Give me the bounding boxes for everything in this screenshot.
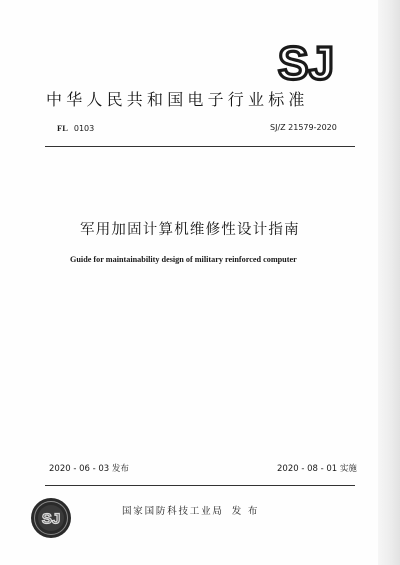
bottom-divider bbox=[45, 485, 355, 486]
page-edge-shadow bbox=[378, 0, 400, 565]
sj-logo-text: SJ bbox=[277, 38, 335, 86]
implementation-date: 2020 - 08 - 01 实施 bbox=[277, 464, 357, 474]
classification-number: 0103 bbox=[73, 124, 95, 133]
seal-text: SJ bbox=[41, 510, 61, 528]
top-divider bbox=[45, 146, 355, 147]
issue-date: 2020 - 06 - 03 发布 bbox=[49, 464, 129, 474]
publisher-line bbox=[122, 503, 259, 517]
document-title-english: Guide for maintainability design of military reinforced computer bbox=[70, 255, 297, 264]
standard-number: SJ/Z 21579-2020 bbox=[270, 123, 337, 132]
classification-code bbox=[57, 123, 94, 133]
publisher-name: 国家国防科技工业局 bbox=[122, 506, 224, 517]
classification-label: FL bbox=[57, 123, 68, 133]
publisher-seal-icon bbox=[30, 497, 72, 539]
sj-logo bbox=[274, 38, 338, 86]
standard-category-title: 中华人民共和国电子行业标准 bbox=[46, 90, 309, 109]
publisher-issued-label: 发 布 bbox=[231, 506, 260, 517]
document-title-chinese: 军用加固计算机维修性设计指南 bbox=[80, 222, 300, 238]
